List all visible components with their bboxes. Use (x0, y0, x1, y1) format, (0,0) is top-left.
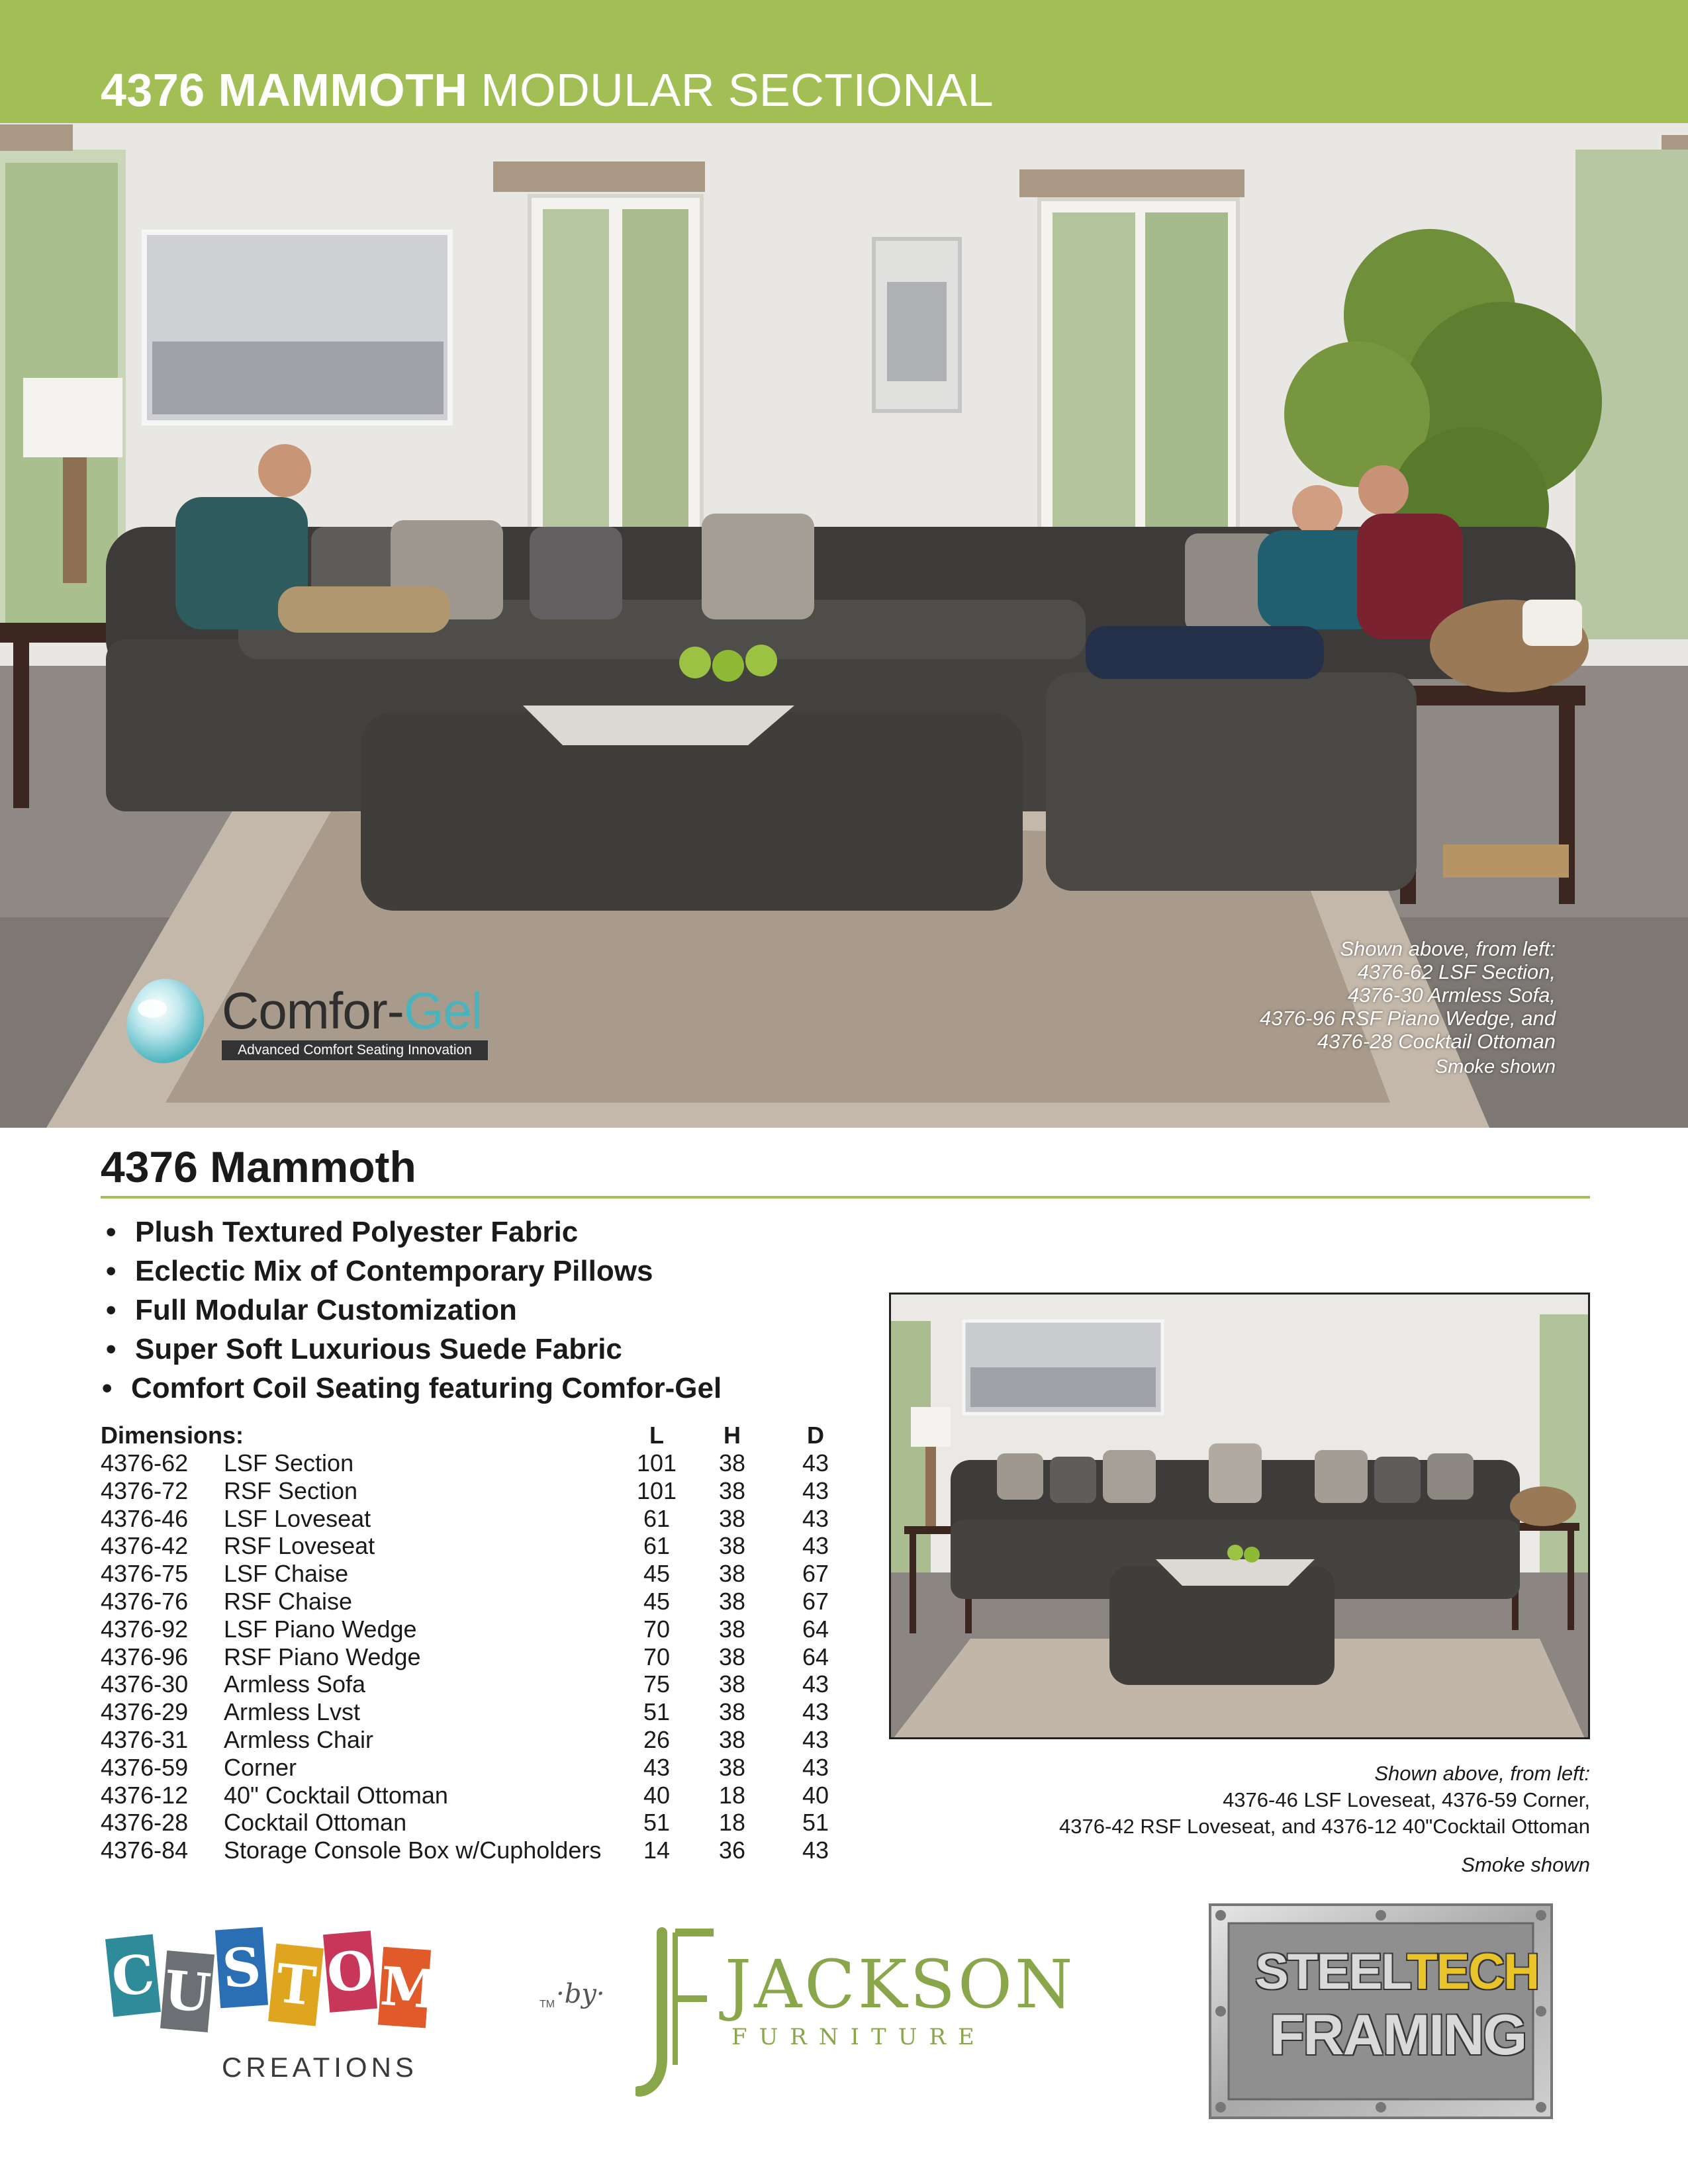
column-d: D (807, 1422, 824, 1449)
dimension-row (101, 1837, 842, 1864)
dimension-description: LSF Loveseat (224, 1504, 371, 1532)
dimensions-label: Dimensions: (101, 1422, 244, 1449)
dimension-length: 45 (643, 1560, 671, 1588)
dimension-depth: 43 (802, 1504, 829, 1532)
dimension-row (101, 1615, 842, 1643)
dimension-depth: 43 (802, 1670, 829, 1698)
hero-caption-line: Shown above, from left: (1340, 937, 1556, 960)
dimension-depth: 51 (802, 1809, 829, 1837)
by-text: ·by· (556, 1979, 605, 2009)
dimension-length: 51 (643, 1698, 671, 1726)
dimension-row (101, 1505, 842, 1533)
comfor-word: Comfor- (222, 981, 404, 1040)
page-title (101, 64, 994, 116)
dimension-length: 70 (643, 1643, 671, 1670)
dimension-length: 61 (643, 1532, 671, 1560)
dimension-height: 38 (718, 1615, 746, 1643)
secondary-caption-line: 4376-42 RSF Loveseat, and 4376-12 40"Cocktail Ottoman (1059, 1815, 1590, 1838)
product-name: 4376 Mammoth (101, 1142, 416, 1191)
comfor-gel-logo (116, 969, 513, 1075)
dimension-depth: 43 (802, 1532, 829, 1560)
dimension-code: 4376-31 (101, 1725, 189, 1753)
steeltech-framing-badge (1209, 1903, 1553, 2119)
dimension-code: 4376-76 (101, 1587, 189, 1615)
trademark-mark: TM (539, 1999, 555, 2010)
dimension-description: Storage Console Box w/Cupholders (224, 1837, 602, 1864)
dimension-depth: 43 (802, 1477, 829, 1504)
custom-letter-tile: O (323, 1931, 377, 2013)
dimension-row (101, 1532, 842, 1560)
dimension-depth: 43 (802, 1449, 829, 1477)
feature-list (106, 1212, 726, 1408)
gel-word: Gel (403, 981, 483, 1040)
dimension-description: 40" Cocktail Ottoman (224, 1781, 448, 1809)
dimension-length: 26 (643, 1725, 671, 1753)
steel-word: STEEL (1255, 1944, 1407, 2000)
dimension-depth: 67 (802, 1587, 829, 1615)
dimension-row (101, 1809, 842, 1837)
dimension-code: 4376-12 (101, 1781, 189, 1809)
comfor-gel-tagline: Advanced Comfort Seating Innovation (222, 1040, 488, 1060)
dimension-row (101, 1449, 842, 1477)
dimension-row (101, 1698, 842, 1726)
dimension-row (101, 1782, 842, 1809)
dimension-code: 4376-28 (101, 1809, 189, 1837)
dimension-code: 4376-29 (101, 1698, 189, 1726)
dimension-depth: 67 (802, 1560, 829, 1588)
dimension-length: 14 (643, 1837, 671, 1864)
dimension-length: 101 (637, 1449, 677, 1477)
feature-item: • Full Modular Customization (106, 1291, 726, 1330)
dimension-description: Armless Sofa (224, 1670, 366, 1698)
comfor-gel-wordmark (222, 981, 482, 1041)
column-l: L (649, 1422, 664, 1449)
secondary-caption (1059, 1760, 1590, 1878)
hero-color-note: Smoke shown (1434, 1056, 1556, 1077)
feature-item: • Plush Textured Polyester Fabric (106, 1212, 726, 1251)
dimension-description: Armless Chair (224, 1725, 374, 1753)
dimension-code: 4376-62 (101, 1449, 189, 1477)
dimension-row (101, 1726, 842, 1754)
dimension-depth: 43 (802, 1837, 829, 1864)
creations-wordmark: CREATIONS (222, 2052, 418, 2083)
dimension-height: 38 (718, 1643, 746, 1670)
dimension-height: 38 (718, 1753, 746, 1781)
dimensions-table (101, 1422, 842, 1864)
hero-caption (1260, 937, 1556, 1079)
dimension-description: RSF Piano Wedge (224, 1643, 421, 1670)
header-banner (0, 0, 1688, 123)
dimension-height: 18 (718, 1781, 746, 1809)
dimension-height: 38 (718, 1698, 746, 1726)
dimension-length: 70 (643, 1615, 671, 1643)
dimension-height: 18 (718, 1809, 746, 1837)
dimensions-rows (101, 1449, 842, 1864)
dimension-length: 43 (643, 1753, 671, 1781)
dimensions-header (101, 1422, 842, 1449)
custom-creations-logo (109, 1919, 605, 2118)
dimension-code: 4376-46 (101, 1504, 189, 1532)
secondary-room-illustration (891, 1295, 1590, 1739)
dimension-height: 38 (718, 1504, 746, 1532)
dimension-depth: 64 (802, 1615, 829, 1643)
dimension-row (101, 1560, 842, 1588)
dimension-description: RSF Loveseat (224, 1532, 375, 1560)
dimension-row (101, 1643, 842, 1671)
framing-word: FRAMING (1270, 2003, 1526, 2067)
dimension-code: 4376-92 (101, 1615, 189, 1643)
dimension-depth: 40 (802, 1781, 829, 1809)
title-rest: MODULAR SECTIONAL (467, 64, 994, 116)
dimension-code: 4376-96 (101, 1643, 189, 1670)
column-h: H (724, 1422, 741, 1449)
jackson-monogram-icon (635, 1926, 722, 2098)
hero-caption-line: 4376-62 LSF Section, (1357, 960, 1556, 983)
dimension-length: 75 (643, 1670, 671, 1698)
secondary-photo (889, 1293, 1590, 1739)
dimension-length: 51 (643, 1809, 671, 1837)
dimension-length: 61 (643, 1504, 671, 1532)
dimension-code: 4376-75 (101, 1560, 189, 1588)
dimension-length: 101 (637, 1477, 677, 1504)
dimension-description: LSF Piano Wedge (224, 1615, 417, 1643)
hero-caption-line: 4376-96 RSF Piano Wedge, and (1260, 1007, 1556, 1030)
dimension-height: 38 (718, 1725, 746, 1753)
dimension-row (101, 1588, 842, 1615)
hero-caption-line: 4376-28 Cocktail Ottoman (1317, 1030, 1556, 1053)
title-bold: 4376 MAMMOTH (101, 64, 468, 116)
dimension-code: 4376-72 (101, 1477, 189, 1504)
dimension-code: 4376-42 (101, 1532, 189, 1560)
dimension-description: Cocktail Ottoman (224, 1809, 407, 1837)
jackson-wordmark: JACKSON (725, 1946, 1076, 2023)
dimension-length: 40 (643, 1781, 671, 1809)
dimension-row (101, 1477, 842, 1505)
dimension-height: 38 (718, 1449, 746, 1477)
secondary-caption-line: 4376-46 LSF Loveseat, 4376-59 Corner, (1223, 1788, 1590, 1811)
dimension-row (101, 1670, 842, 1698)
dimension-height: 38 (718, 1587, 746, 1615)
dimension-height: 38 (718, 1560, 746, 1588)
dimension-height: 36 (718, 1837, 746, 1864)
dimension-depth: 64 (802, 1643, 829, 1670)
dimension-height: 38 (718, 1477, 746, 1504)
dimension-length: 45 (643, 1587, 671, 1615)
dimension-depth: 43 (802, 1753, 829, 1781)
dimension-code: 4376-84 (101, 1837, 189, 1864)
dimension-description: LSF Chaise (224, 1560, 349, 1588)
furniture-wordmark: FURNITURE (731, 2024, 986, 2050)
dimension-description: RSF Chaise (224, 1587, 353, 1615)
steeltech-wordmark (1255, 1943, 1538, 2001)
custom-letter-tile: U (160, 1950, 214, 2032)
tech-word: TECH (1407, 1944, 1539, 2000)
custom-letter-tile: T (268, 1944, 324, 2026)
dimension-description: RSF Section (224, 1477, 358, 1504)
dimension-depth: 43 (802, 1725, 829, 1753)
dimension-code: 4376-59 (101, 1753, 189, 1781)
dimension-code: 4376-30 (101, 1670, 189, 1698)
dimension-depth: 43 (802, 1698, 829, 1726)
gel-droplet-icon (116, 972, 215, 1071)
dimension-description: LSF Section (224, 1449, 354, 1477)
feature-item: • Super Soft Luxurious Suede Fabric (106, 1330, 726, 1369)
secondary-caption-line: Shown above, from left: (1374, 1762, 1590, 1785)
dimension-row (101, 1754, 842, 1782)
custom-letter-tile: S (215, 1927, 268, 2009)
hero-caption-line: 4376-30 Armless Sofa, (1347, 983, 1556, 1007)
hero-photo (0, 123, 1688, 1128)
feature-item: • Eclectic Mix of Contemporary Pillows (106, 1251, 726, 1291)
dimension-height: 38 (718, 1670, 746, 1698)
dimension-description: Corner (224, 1753, 297, 1781)
section-divider (101, 1196, 1590, 1199)
custom-letter-tile: C (105, 1934, 161, 2017)
feature-item: • Comfort Coil Seating featuring Comfor-Gel (102, 1369, 722, 1408)
dimension-description: Armless Lvst (224, 1698, 361, 1726)
dimension-height: 38 (718, 1532, 746, 1560)
custom-letter-tile: M (378, 1947, 431, 2028)
secondary-color-note: Smoke shown (1461, 1853, 1590, 1876)
jackson-furniture-logo (635, 1919, 1076, 2105)
